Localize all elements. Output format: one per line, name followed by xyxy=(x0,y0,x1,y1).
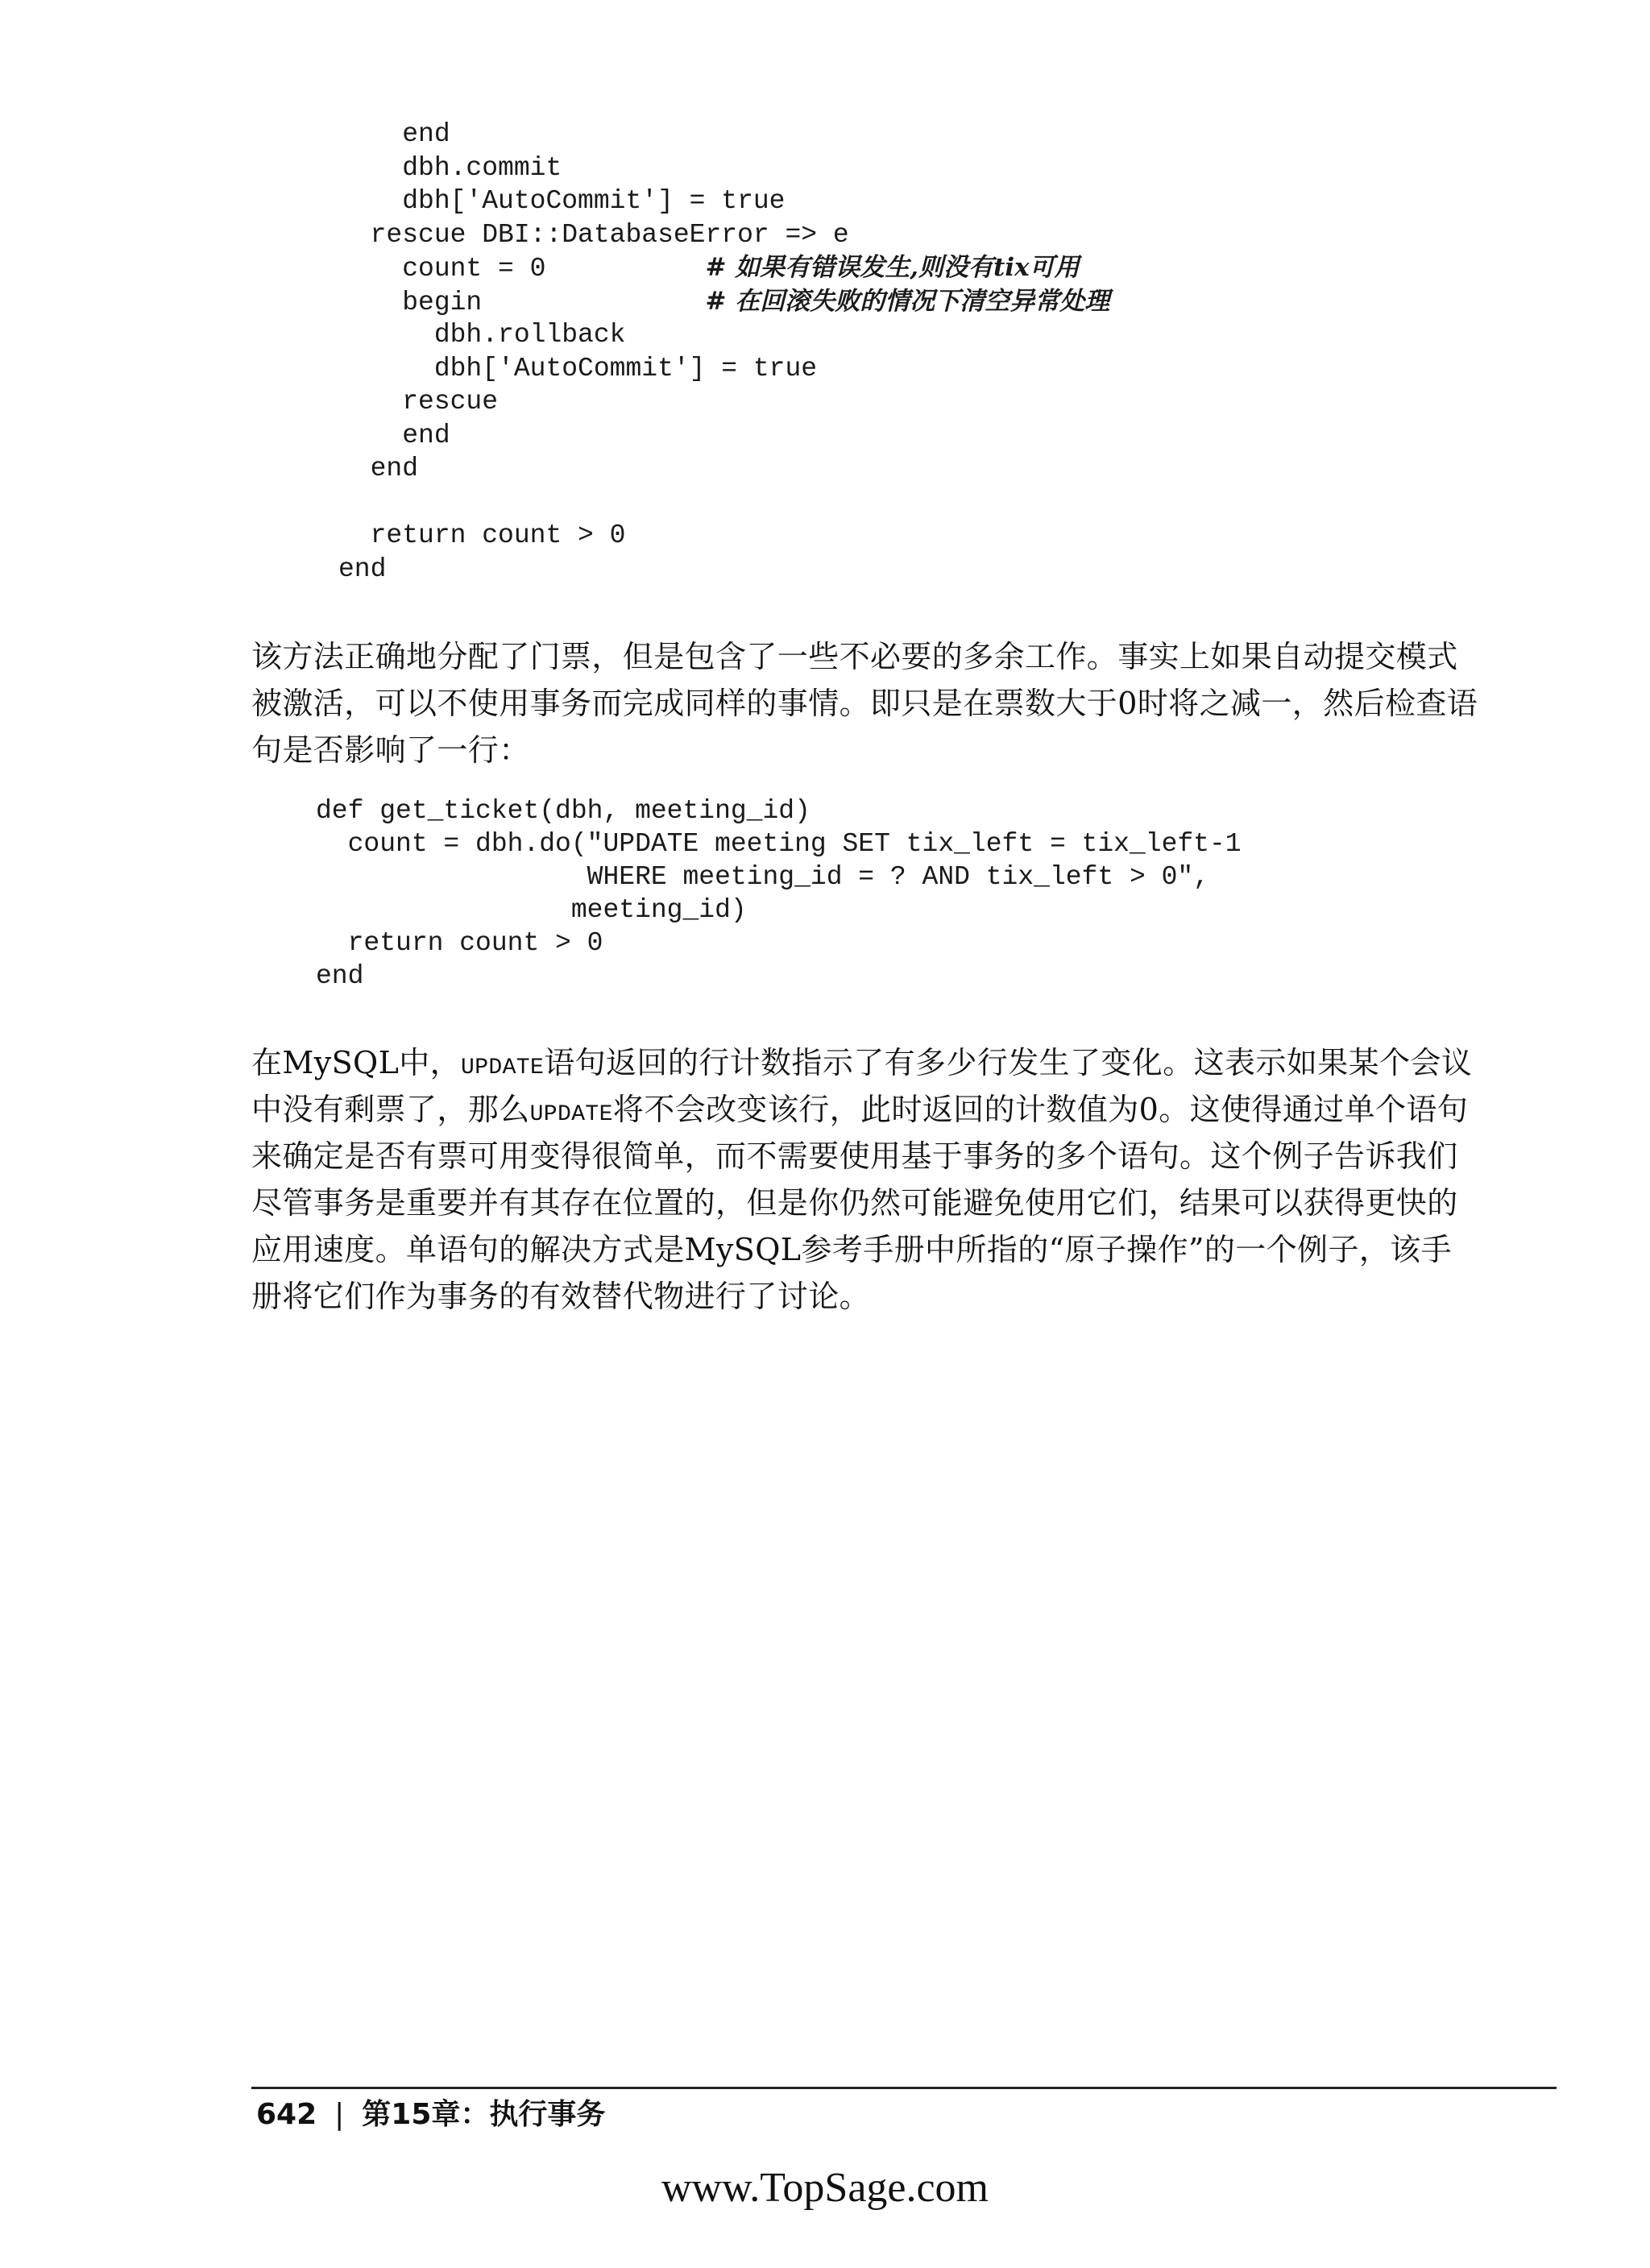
code-line: dbh.rollback xyxy=(338,320,626,350)
code-line: end xyxy=(338,454,419,483)
text-run: 中没有剩票了，那么 xyxy=(251,1092,530,1127)
code-line: count = dbh.do("UPDATE meeting SET tix_left = tix_left-1 xyxy=(316,829,1242,859)
inline-code-update: UPDATE xyxy=(461,1055,545,1080)
code-text: count = 0 xyxy=(338,254,546,284)
code-block-get-ticket xyxy=(316,794,1242,993)
page-footer xyxy=(256,2095,605,2135)
code-line: dbh['AutoCommit'] = true xyxy=(338,186,786,216)
paragraph-line: 册将它们作为事务的有效替代物进行了讨论。 xyxy=(251,1279,871,1314)
text-run: 将不会改变该行，此时返回的计数值为0。这使得通过单个语句 xyxy=(612,1092,1469,1127)
paragraph-line: 尽管事务是重要并有其存在位置的，但是你仍然可能避免使用它们，结果可以获得更快的 xyxy=(251,1185,1458,1221)
code-line: end xyxy=(338,554,387,584)
text-run: 在MySQL中， xyxy=(251,1045,461,1080)
code-line: dbh['AutoCommit'] = true xyxy=(338,353,818,384)
code-line: dbh.commit xyxy=(338,152,562,183)
paragraph-line: 被激活，可以不使用事务而完成同样的事情。即只是在票数大于0时将之减一，然后检查语 xyxy=(251,686,1478,721)
code-line-with-comment xyxy=(338,251,1109,285)
code-line: rescue xyxy=(338,387,499,417)
code-line: end xyxy=(316,961,364,991)
code-line: return count > 0 xyxy=(316,928,603,958)
paragraph-line xyxy=(251,1086,1544,1133)
text-run: 语句返回的行计数指示了有多少行发生了变化。这表示如果某个会议 xyxy=(544,1045,1473,1080)
code-line-blank xyxy=(338,486,1109,520)
paragraph-line: 来确定是否有票可用变得很简单，而不需要使用基于事务的多个语句。这个例子告诉我们 xyxy=(251,1138,1458,1174)
code-line: WHERE meeting_id = ? AND tix_left > 0", xyxy=(316,862,1209,892)
chapter-title: 第15章：执行事务 xyxy=(362,2098,606,2131)
code-line: return count > 0 xyxy=(338,520,626,550)
code-block-transaction xyxy=(338,118,1109,586)
paragraph-line: 应用速度。单语句的解决方式是MySQL参考手册中所指的“原子操作”的一个例子，该手 xyxy=(251,1232,1453,1267)
code-line: end xyxy=(338,119,450,149)
code-line-with-comment xyxy=(338,285,1109,319)
paragraph-line: 句是否影响了一行： xyxy=(251,732,530,768)
page-number: 642 xyxy=(256,2098,317,2131)
code-line: def get_ticket(dbh, meeting_id) xyxy=(316,796,810,826)
paragraph-line xyxy=(251,1039,1544,1086)
code-line: rescue DBI::DatabaseError => e xyxy=(338,219,849,250)
body-paragraph-2 xyxy=(251,1039,1544,1320)
inline-code-update: UPDATE xyxy=(529,1102,613,1127)
body-paragraph-1 xyxy=(251,633,1544,773)
footer-divider xyxy=(251,2087,1557,2089)
code-line: end xyxy=(338,420,450,450)
watermark-url: www.TopSage.com xyxy=(661,2165,989,2211)
paragraph-line: 该方法正确地分配了门票，但是包含了一些不必要的多余工作。事实上如果自动提交模式 xyxy=(251,639,1458,674)
code-comment: # 如果有错误发生,则没有tix可用 xyxy=(705,253,1080,282)
code-comment: # 在回滚失败的情况下清空异常处理 xyxy=(705,286,1110,316)
code-text: begin xyxy=(338,287,483,317)
code-line: meeting_id) xyxy=(316,895,747,925)
footer-separator: | xyxy=(334,2098,345,2131)
